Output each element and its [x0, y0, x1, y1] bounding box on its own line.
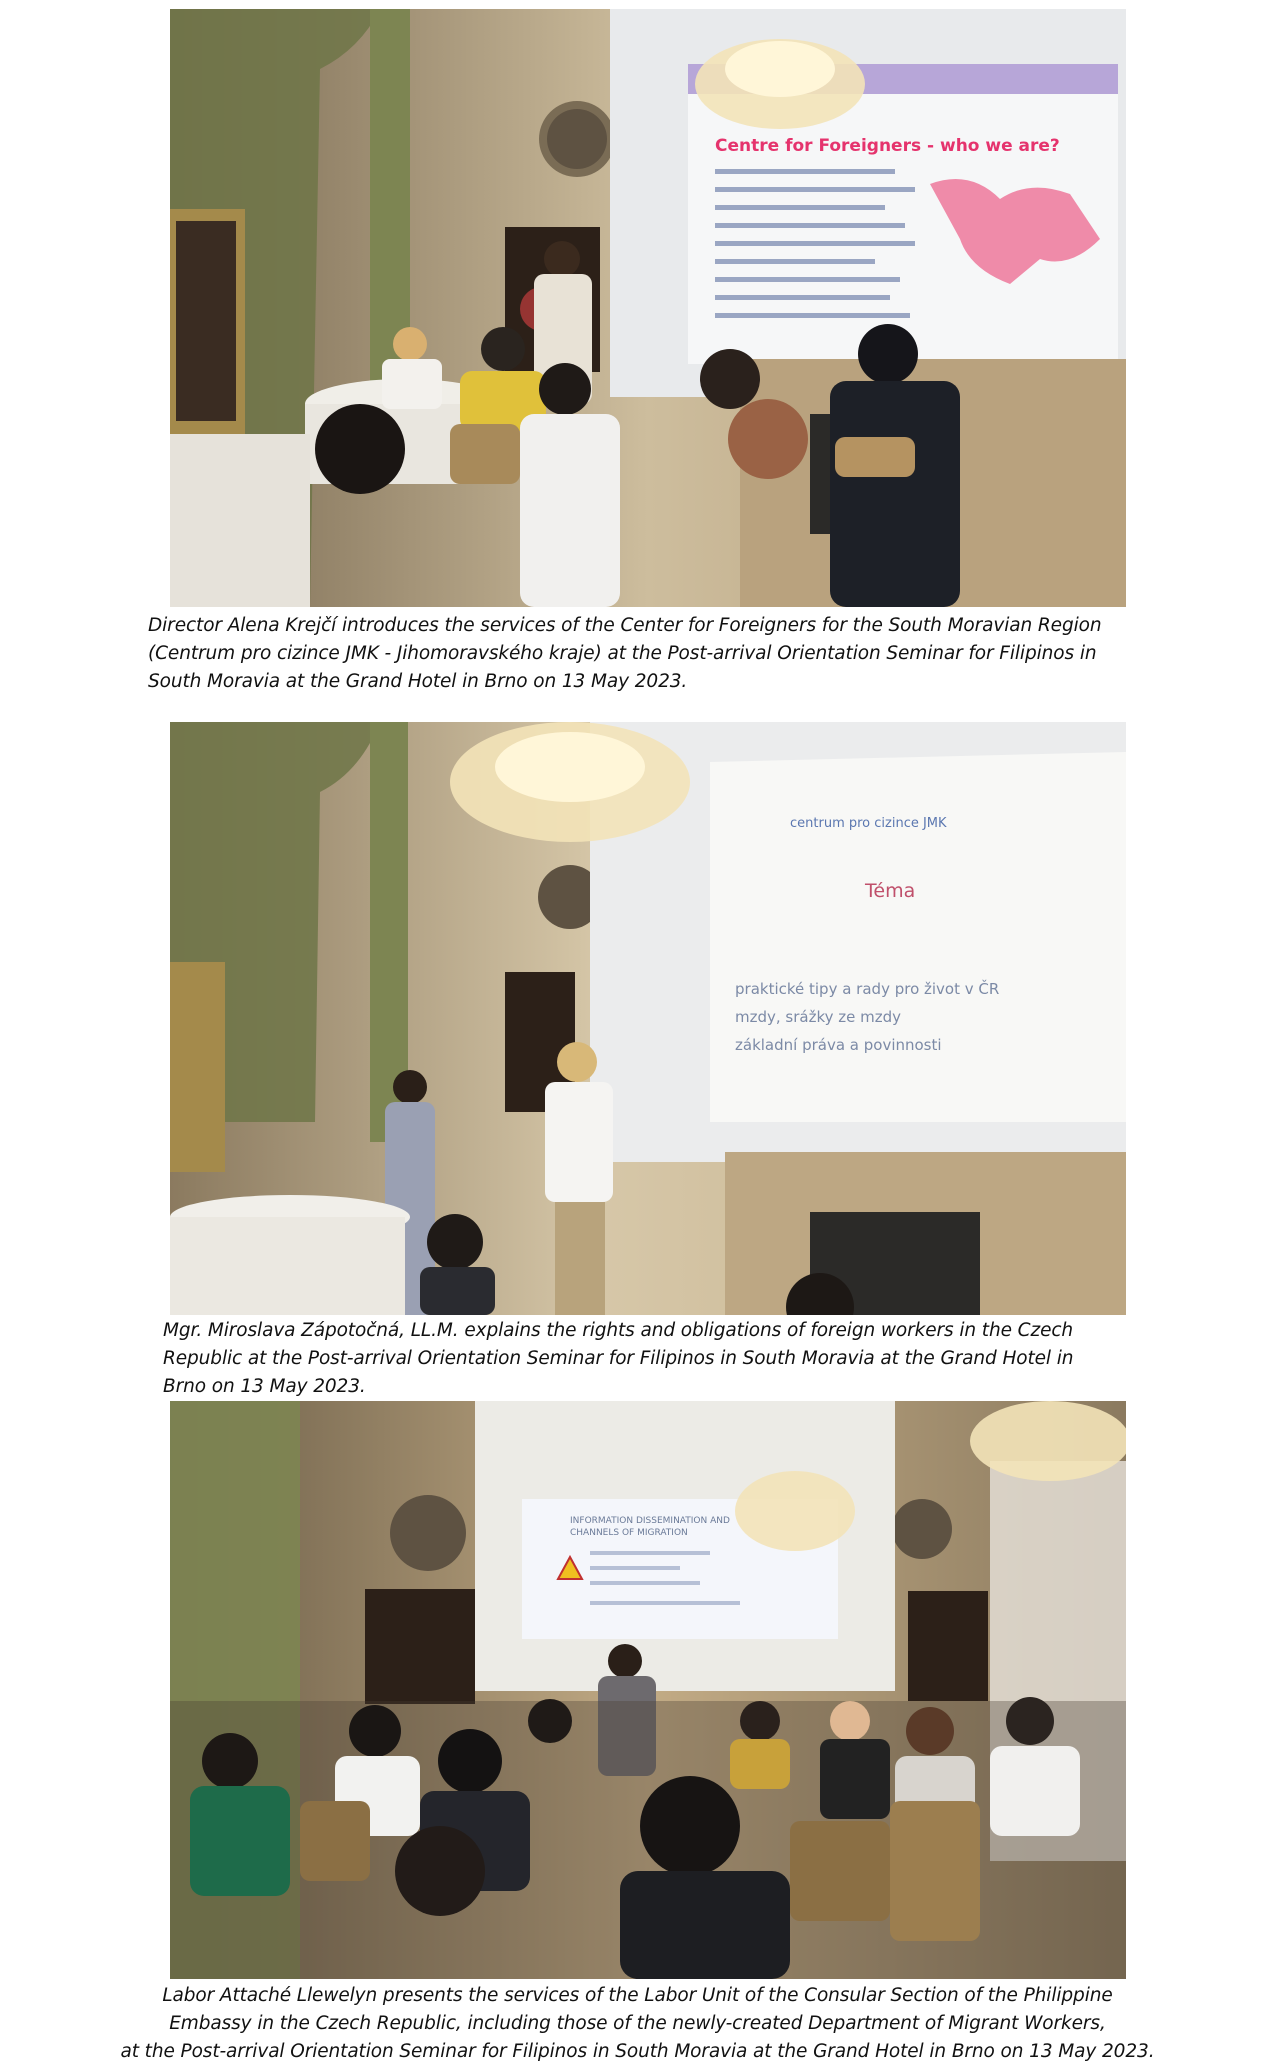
- chandelier-icon: [970, 1401, 1126, 1481]
- photo-2-caption: [163, 1317, 1073, 1401]
- caption-line: Mgr. Miroslava Zápotočná, LL.M. explains the rights and obligations of foreign workers in the Czech: [163, 1320, 1074, 1341]
- caption-line: Republic at the Post-arrival Orientation Seminar for Filipinos in South Moravia at the Grand Hotel in: [163, 1348, 1074, 1369]
- slide-2-title: Téma: [865, 880, 916, 902]
- photo-3-caption: [0, 1982, 1275, 2066]
- chandelier-icon: [735, 1471, 855, 1551]
- slide-3-title-line: INFORMATION DISSEMINATION AND: [570, 1516, 730, 1526]
- caption-line: at the Post-arrival Orientation Seminar for Filipinos in South Moravia at the Grand Hotel in Brno on 13 May 2023.: [120, 2041, 1155, 2062]
- chandelier-icon: [450, 722, 690, 842]
- slide-2-bullet: praktické tipy a rady pro život v ČR: [735, 980, 1000, 998]
- photo-1-caption: [148, 612, 1102, 696]
- slide-2-bullet: základní práva a povinnosti: [735, 1036, 942, 1054]
- slide-2-logo: centrum pro cizince JMK: [790, 816, 947, 831]
- seminar-photo-1: [170, 9, 1126, 607]
- photo-3-scene: [170, 1401, 1126, 1979]
- caption-line: Brno on 13 May 2023.: [163, 1376, 366, 1397]
- presenter-figure: [545, 1042, 613, 1315]
- chandelier-icon: [695, 39, 865, 129]
- caption-line: (Centrum pro cizince JMK - Jihomoravského kraje) at the Post-arrival Orientation Seminar for Filipinos in: [148, 643, 1097, 664]
- seminar-photo-2: [170, 722, 1126, 1315]
- photo-2-scene: [170, 722, 1126, 1315]
- slide-3-title-line: CHANNELS OF MIGRATION: [570, 1528, 688, 1538]
- caption-line: Director Alena Krejčí introduces the services of the Center for Foreigners for the South Moravian Region: [148, 615, 1102, 636]
- slide-1-title: Centre for Foreigners - who we are?: [715, 136, 1060, 156]
- caption-line: South Moravia at the Grand Hotel in Brno on 13 May 2023.: [148, 671, 688, 692]
- caption-line: Labor Attaché Llewelyn presents the services of the Labor Unit of the Consular Section of the Philippine: [162, 1985, 1113, 2006]
- seminar-photo-3: [170, 1401, 1126, 1979]
- caption-line: Embassy in the Czech Republic, including those of the newly-created Department of Migrant Workers,: [169, 2013, 1106, 2034]
- photo-1-scene: [170, 9, 1126, 607]
- slide-2-bullet: mzdy, srážky ze mzdy: [735, 1008, 902, 1026]
